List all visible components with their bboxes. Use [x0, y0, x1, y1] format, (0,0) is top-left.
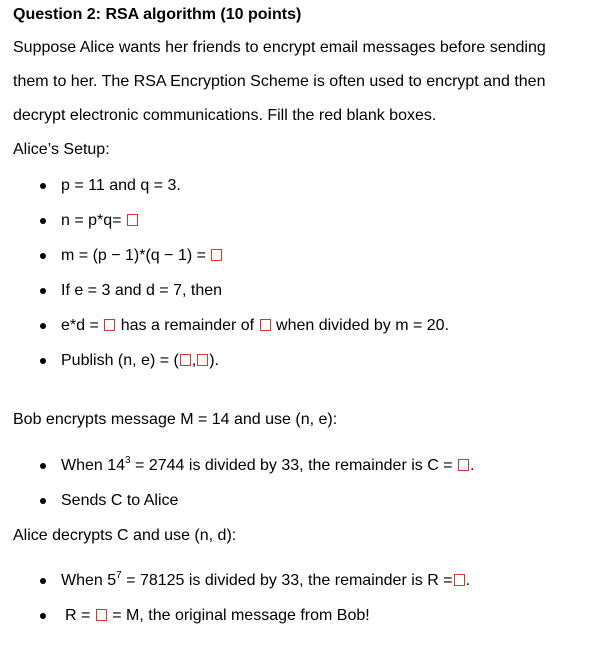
bullet-dot [40, 358, 46, 364]
bob-remainder-label: = 2744 is divided by 33, the remainder is C = [130, 457, 453, 474]
bullet-dot [40, 288, 46, 294]
blank-remainder-box[interactable] [260, 319, 271, 331]
bullet-text [65, 606, 370, 626]
m-label: m = (p − 1)*(q − 1) = [61, 247, 206, 264]
alice-setup-heading: Alice’s Setup: [13, 141, 110, 158]
r-label: R = [65, 607, 91, 624]
bob-when-label: When 14 [61, 457, 126, 474]
n-label: n = p*q= [61, 212, 122, 229]
intro-line-2: them to her. The RSA Encryption Scheme is often used to encrypt and then [13, 73, 546, 90]
bullet-dot [40, 578, 46, 584]
blank-r-box[interactable] [454, 574, 465, 586]
publish-separator: , [191, 352, 197, 369]
blank-m-box[interactable] [211, 249, 222, 261]
publish-label: Publish (n, e) = ( [61, 352, 179, 369]
bullet-dot [40, 323, 46, 329]
blank-publish-e-box[interactable] [197, 354, 208, 366]
alice-remainder-label: = 78125 is divided by 33, the remainder is R = [121, 572, 453, 589]
bullet-dot [40, 498, 46, 504]
bullet-text [61, 316, 449, 336]
bob-exponent: 3 [125, 455, 131, 466]
bob-period: . [470, 457, 475, 474]
remainder-label: has a remainder of [120, 317, 255, 334]
intro-line-1: Suppose Alice wants her friends to encrypt email messages before sending [13, 39, 546, 56]
question-title: Question 2: RSA algorithm (10 points) [13, 6, 302, 23]
bullet-dot [40, 183, 46, 189]
blank-m-result-box[interactable] [96, 609, 107, 621]
bullet-text [61, 351, 219, 371]
blank-publish-n-box[interactable] [180, 354, 191, 366]
bullet-dot [40, 463, 46, 469]
original-message-label: = M, the original message from Bob! [112, 607, 370, 624]
bullet-text: p = 11 and q = 3. [61, 177, 181, 194]
bullet-dot [40, 613, 46, 619]
blank-n-box[interactable] [127, 214, 138, 226]
bob-heading: Bob encrypts message M = 14 and use (n, e): [13, 411, 338, 428]
bullet-text: Sends C to Alice [61, 492, 179, 509]
bullet-text [61, 456, 474, 476]
blank-c-box[interactable] [458, 459, 469, 471]
blank-ed-box[interactable] [104, 319, 115, 331]
bullet-text: If e = 3 and d = 7, then [61, 282, 223, 299]
alice-decrypt-heading: Alice decrypts C and use (n, d): [13, 527, 237, 544]
alice-period: . [465, 572, 471, 589]
bullet-text [61, 246, 223, 266]
alice-when-label: When 5 [61, 572, 117, 589]
bullet-text [61, 211, 139, 231]
bullet-dot [40, 218, 46, 224]
intro-line-3: decrypt electronic communications. Fill the red blank boxes. [13, 107, 437, 124]
publish-close: ). [209, 352, 220, 369]
bullet-dot [40, 253, 46, 259]
bullet-text [61, 571, 470, 591]
ed-label: e*d = [61, 317, 99, 334]
alice-exponent: 7 [116, 570, 122, 581]
divided-label: when divided by m = 20. [276, 317, 450, 334]
